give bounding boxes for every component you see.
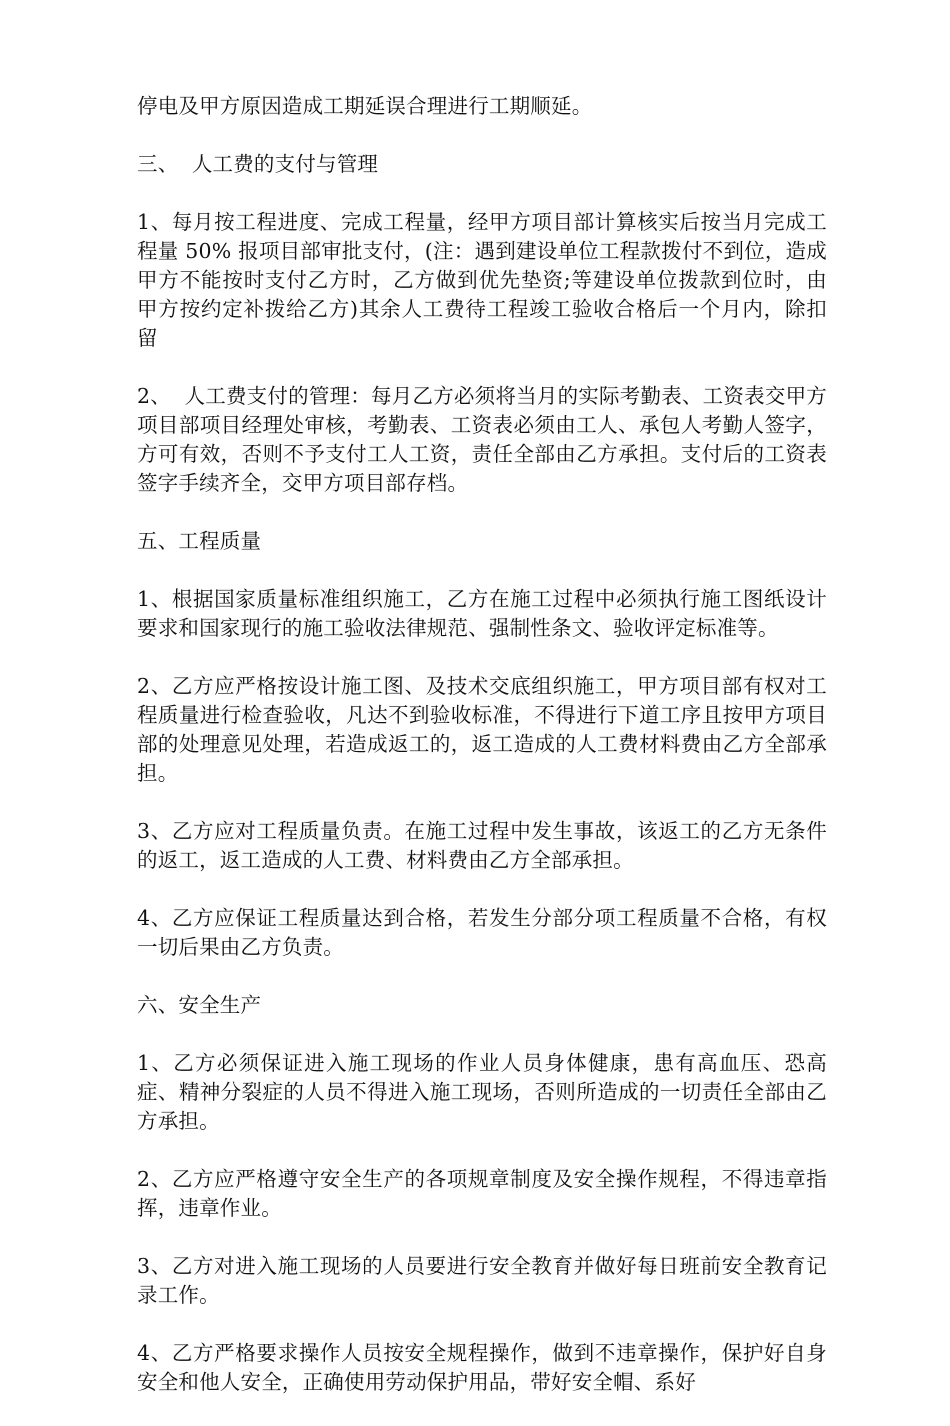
paragraph-safety-1: 1、乙方必须保证进入施工现场的作业人员身体健康，患有高血压、恐高症、精神分裂症的人员不得进入施工现场，否则所造成的一切责任全部由乙方承担。	[137, 1051, 827, 1133]
paragraph-labor-cost-2: 2、 人工费支付的管理：每月乙方必须将当月的实际考勤表、工资表交甲方项目部项目经理处审核，考勤表、工资表必须由工人、承包人考勤人签字，方可有效，否则不予支付工人工资，责任全部由乙方承担。支付后的工资表签字手续齐全，交甲方项目部存档。	[137, 384, 827, 495]
section-heading-quality: 五、工程质量	[137, 529, 262, 553]
paragraph-safety-3: 3、乙方对进入施工现场的人员要进行安全教育并做好每日班前安全教育记录工作。	[137, 1254, 827, 1307]
paragraph-safety-2: 2、乙方应严格遵守安全生产的各项规章制度及安全操作规程，不得违章指挥，违章作业。	[137, 1167, 827, 1220]
paragraph-quality-1: 1、根据国家质量标准组织施工，乙方在施工过程中必须执行施工图纸设计要求和国家现行的施工验收法律规范、强制性条文、验收评定标准等。	[137, 587, 827, 640]
paragraph-safety-4: 4、乙方严格要求操作人员按安全规程操作，做到不违章操作，保护好自身安全和他人安全，正确使用劳动保护用品，带好安全帽、系好	[137, 1341, 827, 1394]
paragraph-quality-4: 4、乙方应保证工程质量达到合格，若发生分部分项工程质量不合格，有权一切后果由乙方负责。	[137, 906, 827, 959]
paragraph-quality-2: 2、乙方应严格按设计施工图、及技术交底组织施工，甲方项目部有权对工程质量进行检查验收，凡达不到验收标准，不得进行下道工序且按甲方项目部的处理意见处理，若造成返工的，返工造成的人工费材料费由乙方全部承担。	[137, 674, 827, 785]
paragraph-quality-3: 3、乙方应对工程质量负责。在施工过程中发生事故，该返工的乙方无条件的返工，返工造成的人工费、材料费由乙方全部承担。	[137, 819, 827, 872]
paragraph-schedule-extension: 停电及甲方原因造成工期延误合理进行工期顺延。	[137, 94, 593, 118]
document-body	[137, 92, 827, 1426]
paragraph-labor-cost-1: 1、每月按工程进度、完成工程量，经甲方项目部计算核实后按当月完成工程量 50% 报项目部审批支付，(注：遇到建设单位工程款拨付不到位，造成甲方不能按时支付乙方时，乙方做到优先垫资;等建设单位拨款到位时，由甲方按约定补拨给乙方)其余人工费待工程竣工验收合格后一个月内，除扣留	[137, 210, 827, 350]
section-heading-safety: 六、安全生产	[137, 993, 262, 1017]
section-heading-labor-cost: 三、 人工费的支付与管理	[137, 152, 379, 176]
